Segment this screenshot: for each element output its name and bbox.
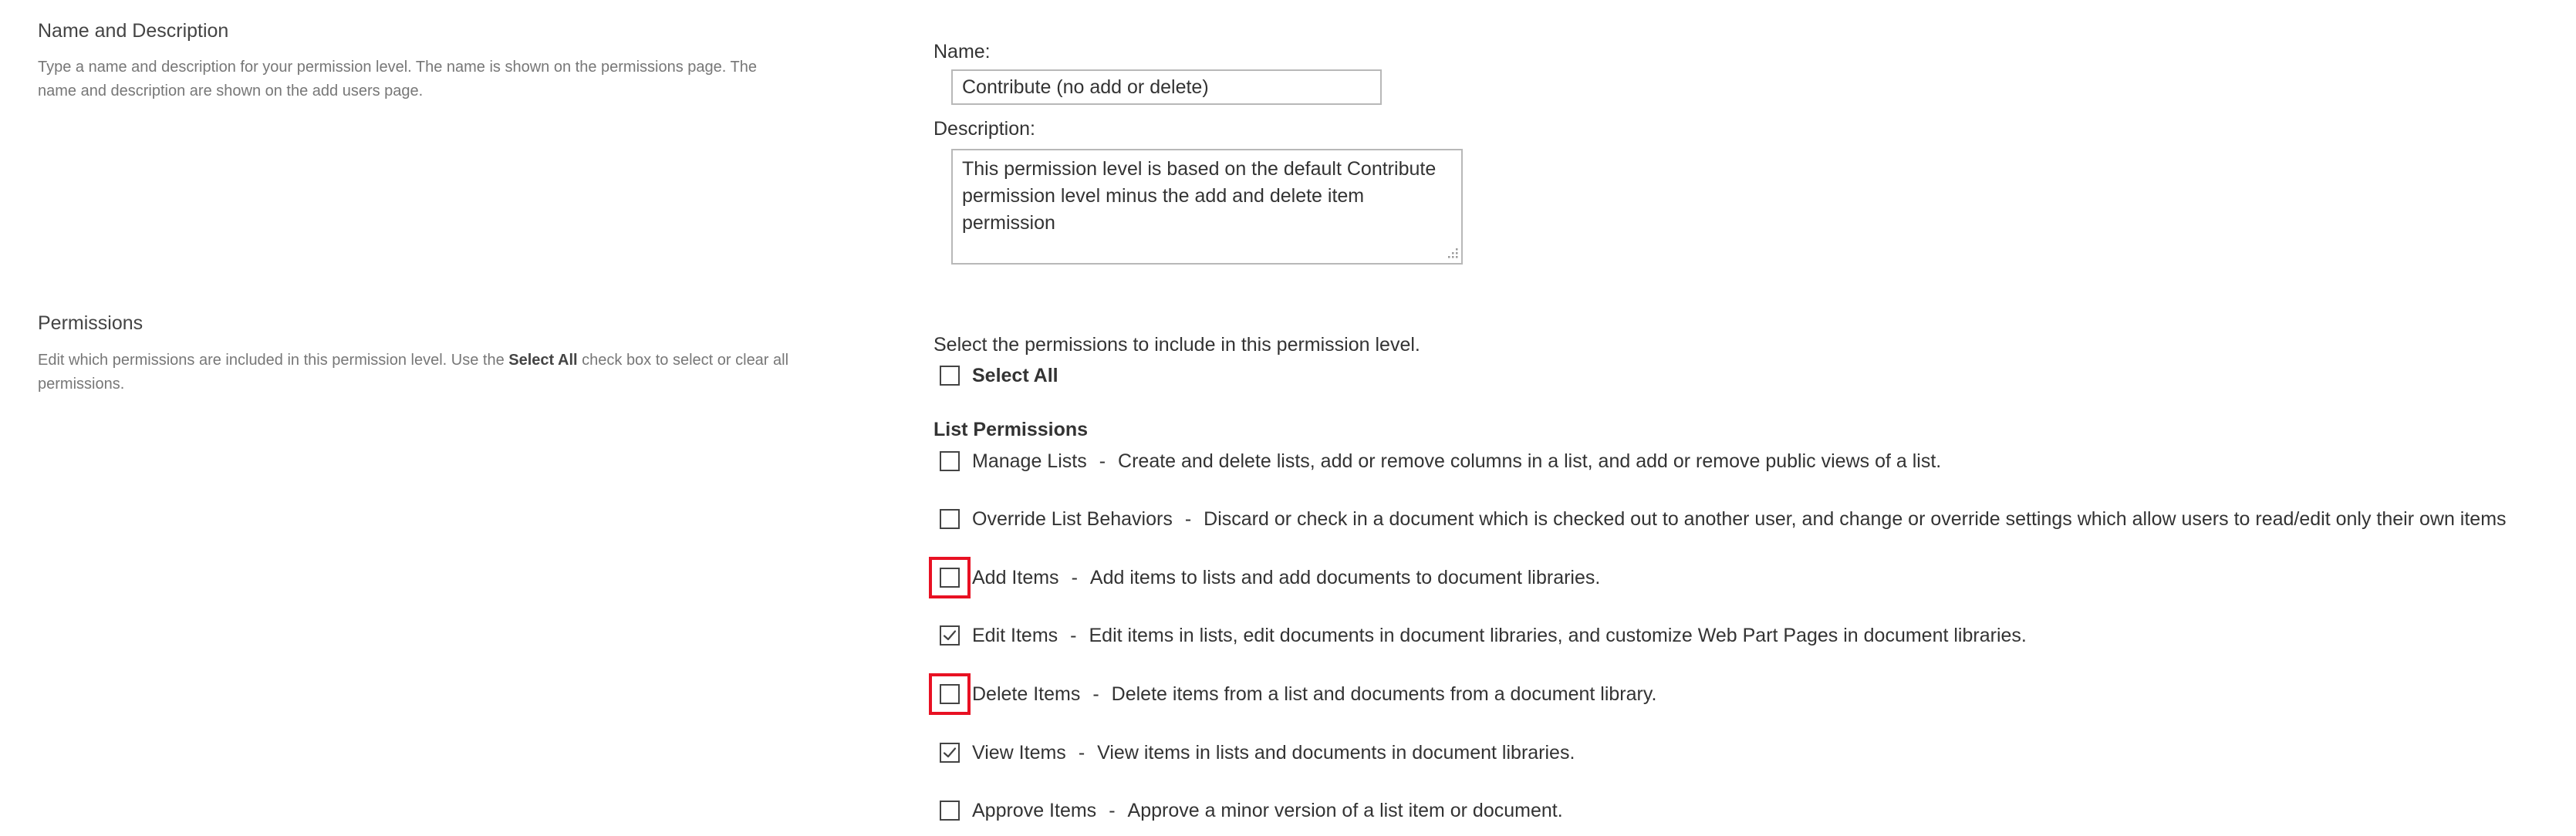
description-textarea[interactable]	[951, 149, 1463, 265]
override-list-behaviors-name: Override List Behaviors	[972, 507, 1173, 530]
edit-items-checkbox[interactable]	[940, 625, 960, 646]
override-list-behaviors-description: Discard or check in a document which is checked out to another user, and change or override settings which allow users to read/edit only their own items	[1204, 507, 2507, 530]
permission-row-edit-items[interactable]	[940, 623, 2027, 648]
override-list-behaviors-checkbox[interactable]	[940, 509, 960, 529]
permission-row-view-items[interactable]	[940, 740, 1575, 765]
add-items-separator: -	[1071, 566, 1078, 588]
edit-items-name: Edit Items	[972, 624, 1058, 646]
manage-lists-name: Manage Lists	[972, 450, 1087, 472]
view-items-checkbox[interactable]	[940, 743, 960, 763]
add-items-checkbox[interactable]	[940, 568, 960, 588]
manage-lists-separator: -	[1099, 450, 1106, 472]
name-description-section-description: Type a name and description for your permission level. The name is shown on the permissions page. The name and description are shown on the add users page.	[38, 59, 757, 99]
approve-items-separator: -	[1109, 799, 1116, 821]
add-items-description: Add items to lists and add documents to document libraries.	[1089, 566, 1601, 588]
delete-items-separator: -	[1092, 683, 1099, 705]
select-all-row[interactable]	[940, 363, 1058, 388]
permissions-intro-text: Select the permissions to include in this permission level.	[934, 334, 1420, 356]
approve-items-checkbox[interactable]	[940, 801, 960, 821]
permissions-description-text-end: check box to select or clear all permissions.	[38, 352, 789, 393]
view-items-name: View Items	[972, 741, 1066, 764]
name-field-label: Name:	[934, 41, 991, 62]
permissions-section-description	[38, 349, 794, 396]
resize-grip-icon[interactable]	[1443, 245, 1459, 261]
permission-row-override-list-behaviors[interactable]	[940, 507, 2507, 531]
permissions-description-bold: Select All	[508, 352, 578, 369]
add-items-name: Add Items	[972, 566, 1059, 588]
view-items-description: View items in lists and documents in document libraries.	[1097, 741, 1575, 764]
approve-items-name: Approve Items	[972, 799, 1097, 821]
edit-items-separator: -	[1070, 624, 1077, 646]
checkmark-icon	[943, 629, 957, 642]
permission-row-add-items[interactable]	[940, 565, 1600, 590]
permission-row-manage-lists[interactable]	[940, 449, 1941, 474]
edit-items-description: Edit items in lists, edit documents in document libraries, and customize Web Part Pages in document libraries.	[1089, 624, 2027, 646]
permissions-section-title: Permissions	[38, 312, 143, 334]
manage-lists-checkbox[interactable]	[940, 451, 960, 471]
delete-items-description: Delete items from a list and documents from a document library.	[1111, 683, 1657, 705]
view-items-separator: -	[1078, 741, 1085, 764]
checkmark-icon	[943, 746, 957, 760]
manage-lists-description: Create and delete lists, add or remove columns in a list, and add or remove public views of a list.	[1118, 450, 1942, 472]
select-all-checkbox[interactable]	[940, 366, 960, 386]
permission-row-delete-items[interactable]	[940, 682, 1656, 706]
delete-items-checkbox[interactable]	[940, 684, 960, 704]
delete-items-name: Delete Items	[972, 683, 1081, 705]
permissions-description-text: Edit which permissions are included in this permission level. Use the	[38, 352, 509, 369]
permission-row-approve-items[interactable]	[940, 798, 1563, 823]
override-list-behaviors-separator: -	[1184, 507, 1192, 530]
description-field-label: Description:	[934, 118, 1035, 140]
list-permissions-title: List Permissions	[934, 419, 1089, 440]
name-description-section-title: Name and Description	[38, 20, 229, 42]
name-input[interactable]	[951, 69, 1382, 105]
approve-items-description: Approve a minor version of a list item or document.	[1127, 799, 1563, 821]
select-all-label: Select All	[972, 364, 1058, 386]
